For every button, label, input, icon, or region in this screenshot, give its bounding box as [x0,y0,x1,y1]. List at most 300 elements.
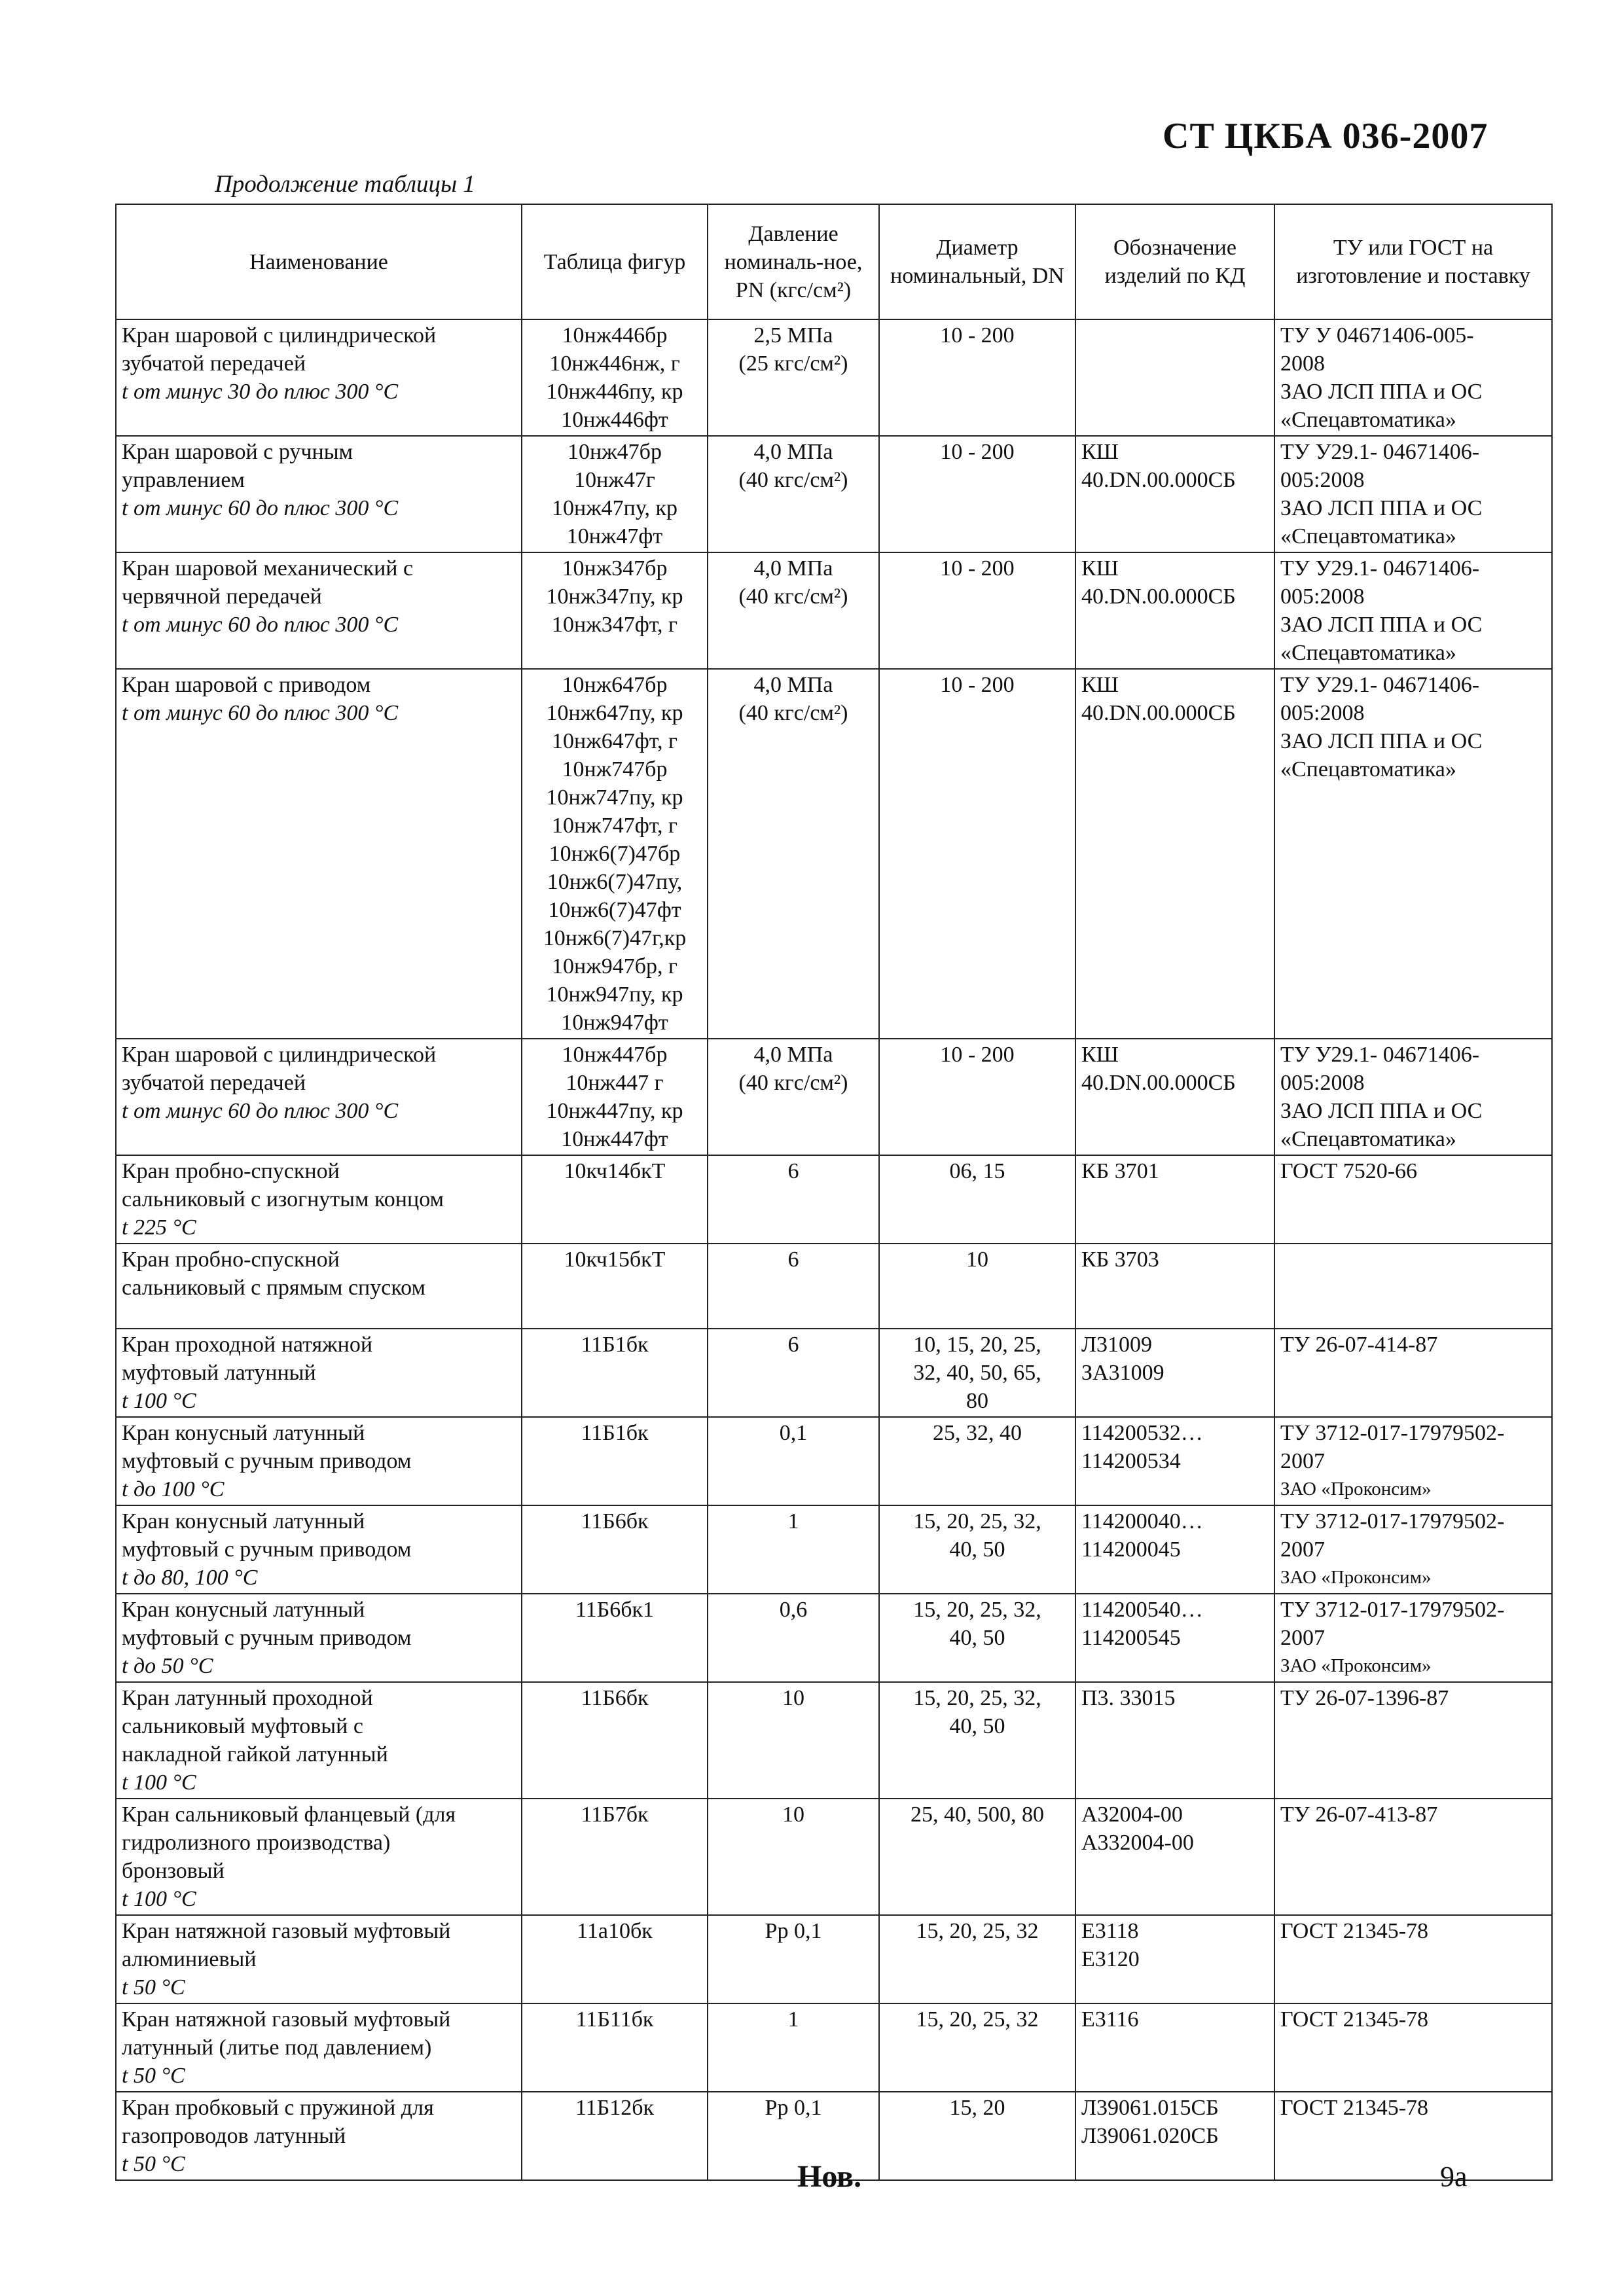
standard-line: ГОСТ 21345-78 [1280,1919,1429,1943]
kd-designation: 40.DN.00.000СБ [1081,468,1236,492]
figure-code: 10нж446нж, г [549,351,680,376]
cell-kd [1075,552,1274,669]
diameter-value: 10 - 200 [940,440,1015,464]
kd-designation: П3. 33015 [1081,1686,1176,1710]
figure-code: 11Б6бк [581,1686,649,1710]
diameter-value: 15, 20, 25, 32 [916,1919,1039,1943]
cell-kd [1075,436,1274,552]
cell-figures [522,1915,708,2003]
cell-figures [522,436,708,552]
kd-designation: КШ [1081,440,1119,464]
pressure-value: (40 кгс/см²) [738,1071,848,1095]
cell-kd [1075,1682,1274,1799]
standard-line: ТУ 26-07-413-87 [1280,1803,1438,1827]
diameter-value: 15, 20 [949,2096,1005,2120]
standard-line: ТУ 26-07-1396-87 [1280,1686,1449,1710]
figure-code: 11Б1бк [581,1421,649,1445]
table-row [116,319,1552,436]
valve-name-line: алюминиевый [122,1947,257,1971]
cell-name [116,1155,522,1244]
cell-pressure [708,552,879,669]
diameter-value: 15, 20, 25, 32 [916,2007,1039,2032]
standard-line: ГОСТ 7520-66 [1280,1159,1418,1183]
standard-line: 005:2008 [1280,584,1365,609]
kd-designation: КШ [1081,673,1119,697]
temperature-range: t от минус 60 до плюс 300 °С [122,613,399,637]
pressure-value: 1 [787,2007,799,2032]
diameter-value: 10 - 200 [940,556,1015,581]
valve-name-line: Кран латунный проходной [122,1686,373,1710]
cell-name [116,1244,522,1329]
table-row [116,1329,1552,1417]
cell-diameter [879,552,1075,669]
pressure-value: Рр 0,1 [765,1919,822,1943]
figure-code: 10нж347пу, кр [546,584,683,609]
kd-designation: 114200532… [1081,1421,1203,1445]
figure-code: 10нж447 г [566,1071,664,1095]
valve-name-line: Кран натяжной газовый муфтовый [122,2007,451,2032]
standard-line: ЗАО ЛСП ППА и ОС [1280,729,1483,753]
temperature-range: t от минус 60 до плюс 300 °С [122,496,399,520]
cell-name [116,1505,522,1594]
cell-figures [522,1594,708,1682]
cell-diameter [879,1039,1075,1155]
diameter-value: 80 [966,1389,988,1413]
kd-designation: КБ 3701 [1081,1159,1159,1183]
temperature-range: t от минус 30 до плюс 300 °С [122,380,399,404]
cell-diameter [879,1915,1075,2003]
cell-kd [1075,1417,1274,1505]
standard-line: ЗАО ЛСП ППА и ОС [1280,613,1483,637]
pressure-value: (40 кгс/см²) [738,468,848,492]
cell-kd [1075,1244,1274,1329]
standard-line: «Спецавтоматика» [1280,1127,1456,1151]
table-row [116,1039,1552,1155]
standard-line: ТУ 3712-017-17979502- [1280,1598,1505,1622]
diameter-value: 10 - 200 [940,673,1015,697]
cell-pressure [708,1799,879,1915]
revision-mark: Нов. [797,2159,862,2194]
kd-designation: Е3118 [1081,1919,1139,1943]
cell-name [116,436,522,552]
diameter-value: 25, 32, 40 [933,1421,1022,1445]
document-code: СТ ЦКБА 036-2007 [1163,116,1489,156]
standard-line: ЗАО ЛСП ППА и ОС [1280,380,1483,404]
pressure-value: (40 кгс/см²) [738,584,848,609]
pressure-value: 4,0 МПа [753,556,833,581]
figure-code: 10нж47пу, кр [552,496,677,520]
cell-diameter [879,319,1075,436]
cell-pressure [708,436,879,552]
standard-line: 2007 [1280,1626,1325,1650]
standard-line: 005:2008 [1280,468,1365,492]
temperature-range: t 225 °С [122,1215,196,1240]
table-row [116,669,1552,1039]
valve-name-line: зубчатой передачей [122,1071,306,1095]
cell-kd [1075,1155,1274,1244]
cell-standard [1274,1039,1552,1155]
cell-name [116,1682,522,1799]
cell-name [116,1799,522,1915]
temperature-range: t от минус 60 до плюс 300 °С [122,701,399,725]
valves-table [115,204,1553,2181]
valve-name-line: муфтовый с ручным приводом [122,1449,412,1473]
table-body [116,319,1552,2180]
figure-code: 10нж47г [574,468,655,492]
cell-diameter [879,1329,1075,1417]
standard-line: ГОСТ 21345-78 [1280,2007,1429,2032]
pressure-value: 2,5 МПа [753,323,833,348]
pressure-value: Рр 0,1 [765,2096,822,2120]
figure-code: 10нж347бр [562,556,668,581]
table-row [116,1155,1552,1244]
cell-standard [1274,1594,1552,1682]
cell-name [116,669,522,1039]
header-standard: ТУ или ГОСТ на изготовление и поставку [1274,204,1552,319]
kd-designation: ЗА31009 [1081,1361,1164,1385]
cell-kd [1075,1799,1274,1915]
cell-figures [522,1799,708,1915]
kd-designation: 114200540… [1081,1598,1203,1622]
diameter-value: 40, 50 [949,1714,1005,1738]
figure-code: 10кч14бкТ [564,1159,666,1183]
standard-line: «Спецавтоматика» [1280,524,1456,548]
diameter-value: 40, 50 [949,1626,1005,1650]
kd-designation: 114200040… [1081,1509,1203,1534]
manufacturer-line: ЗАО «Проконсим» [1280,1479,1432,1499]
cell-standard [1274,1682,1552,1799]
standard-line: 2007 [1280,1537,1325,1562]
cell-figures [522,2092,708,2180]
figure-code: 10нж446бр [562,323,668,348]
cell-diameter [879,1417,1075,1505]
standard-line: ТУ 3712-017-17979502- [1280,1509,1505,1534]
kd-designation: А332004-00 [1081,1831,1194,1855]
pressure-value: 0,1 [779,1421,808,1445]
cell-figures [522,552,708,669]
standard-line: 2008 [1280,351,1325,376]
standard-line: ТУ 26-07-414-87 [1280,1333,1438,1357]
temperature-range: t 100 °С [122,1389,196,1413]
kd-designation: Л39061.015СБ [1081,2096,1219,2120]
valve-name-line: Кран шаровой с цилиндрической [122,323,437,348]
cell-pressure [708,1505,879,1594]
valve-name-line: Кран шаровой с приводом [122,673,371,697]
pressure-value: 10 [782,1803,804,1827]
kd-designation: 114200045 [1081,1537,1181,1562]
pressure-value: (25 кгс/см²) [738,351,848,376]
cell-kd [1075,1594,1274,1682]
cell-standard [1274,2092,1552,2180]
figure-code: 10нж747бр [562,757,668,781]
valve-name-line: муфтовый с ручным приводом [122,1537,412,1562]
kd-designation: КБ 3703 [1081,1247,1159,1272]
valve-name-line: Кран пробно-спускной [122,1159,340,1183]
table-row [116,1417,1552,1505]
valve-name-line: муфтовый с ручным приводом [122,1626,412,1650]
cell-name [116,1329,522,1417]
kd-designation: Л39061.020СБ [1081,2124,1219,2148]
cell-name [116,1039,522,1155]
cell-kd [1075,1505,1274,1594]
cell-figures [522,1417,708,1505]
standard-line: 005:2008 [1280,1071,1365,1095]
valve-name-line: бронзовый [122,1859,225,1883]
figure-code: 10нж6(7)47фт [548,898,681,922]
figure-code: 10нж447пу, кр [546,1099,683,1123]
cell-pressure [708,1244,879,1329]
pressure-value: 6 [787,1247,799,1272]
figure-code: 10нж947фт [561,1011,668,1035]
valve-name-line: Кран конусный латунный [122,1421,365,1445]
cell-figures [522,319,708,436]
figure-code: 11а10бк [577,1919,653,1943]
cell-pressure [708,1682,879,1799]
temperature-range: t 50 °С [122,1975,185,2000]
cell-name [116,552,522,669]
figure-code: 11Б6бк1 [575,1598,655,1622]
temperature-range: t 100 °С [122,1770,196,1795]
table-caption: Продолжение таблицы 1 [215,171,475,198]
cell-pressure [708,669,879,1039]
standard-line: ТУ У29.1- 04671406- [1280,440,1480,464]
kd-designation: Е3116 [1081,2007,1139,2032]
standard-line: ТУ У29.1- 04671406- [1280,673,1480,697]
cell-standard [1274,436,1552,552]
cell-diameter [879,2092,1075,2180]
cell-figures [522,1505,708,1594]
temperature-range: t 100 °С [122,1887,196,1911]
kd-designation: 114200534 [1081,1449,1181,1473]
diameter-value: 10 [966,1247,988,1272]
cell-pressure [708,2003,879,2092]
valve-name-line: накладной гайкой латунный [122,1742,388,1767]
table-row [116,1915,1552,2003]
temperature-range: t до 80, 100 °С [122,1566,258,1590]
standard-line: «Спецавтоматика» [1280,408,1456,432]
cell-figures [522,669,708,1039]
cell-diameter [879,1155,1075,1244]
cell-pressure [708,1915,879,2003]
cell-figures [522,1155,708,1244]
header-kd: Обозначение изделий по КД [1075,204,1274,319]
diameter-value: 25, 40, 500, 80 [911,1803,1044,1827]
cell-diameter [879,669,1075,1039]
kd-designation: А32004-00 [1081,1803,1183,1827]
kd-designation: 114200545 [1081,1626,1181,1650]
valve-name-line: гидролизного производства) [122,1831,391,1855]
cell-diameter [879,2003,1075,2092]
figure-code: 10нж947бр, г [552,954,677,978]
valve-name-line: управлением [122,468,245,492]
kd-designation: Л31009 [1081,1333,1153,1357]
valve-name-line: Кран конусный латунный [122,1598,365,1622]
header-diameter: Диаметр номинальный, DN [879,204,1075,319]
pressure-value: 4,0 МПа [753,1043,833,1067]
figure-code: 10нж647фт, г [552,729,677,753]
cell-figures [522,1039,708,1155]
pressure-value: 6 [787,1159,799,1183]
standard-line: ЗАО ЛСП ППА и ОС [1280,1099,1483,1123]
standard-line: «Спецавтоматика» [1280,641,1456,665]
standard-line: 005:2008 [1280,701,1365,725]
cell-figures [522,1682,708,1799]
figure-code: 10нж747пу, кр [546,785,683,810]
cell-kd [1075,1329,1274,1417]
table-row [116,1682,1552,1799]
figure-code: 10нж447бр [562,1043,668,1067]
cell-diameter [879,436,1075,552]
cell-name [116,319,522,436]
standard-line: ЗАО ЛСП ППА и ОС [1280,496,1483,520]
temperature-range: t от минус 60 до плюс 300 °С [122,1099,399,1123]
diameter-value: 10 - 200 [940,1043,1015,1067]
cell-standard [1274,669,1552,1039]
pressure-value: (40 кгс/см²) [738,701,848,725]
temperature-range: t 50 °С [122,2152,185,2176]
valve-name-line: Кран пробковый с пружиной для [122,2096,434,2120]
diameter-value: 15, 20, 25, 32, [913,1686,1041,1710]
diameter-value: 06, 15 [949,1159,1005,1183]
kd-designation: 40.DN.00.000СБ [1081,584,1236,609]
figure-code: 10нж947пу, кр [546,982,683,1007]
temperature-range: t 50 °С [122,2064,185,2088]
standard-line: ТУ У 04671406-005- [1280,323,1474,348]
figure-code: 10нж647пу, кр [546,701,683,725]
figure-code: 10нж446пу, кр [546,380,683,404]
figure-code: 10нж446фт [561,408,668,432]
standard-line: ТУ 3712-017-17979502- [1280,1421,1505,1445]
cell-standard [1274,1915,1552,2003]
cell-standard [1274,1244,1552,1329]
figure-code: 10кч15бкТ [564,1247,666,1272]
temperature-range: t до 50 °С [122,1654,213,1678]
diameter-value: 40, 50 [949,1537,1005,1562]
cell-standard [1274,1417,1552,1505]
valve-name-line: Кран шаровой с ручным [122,440,353,464]
cell-standard [1274,1799,1552,1915]
table-header-row [116,204,1552,319]
table-row [116,1799,1552,1915]
manufacturer-line: ЗАО «Проконсим» [1280,1567,1432,1588]
valve-name-line: зубчатой передачей [122,351,306,376]
cell-pressure [708,1594,879,1682]
standard-line: ТУ У29.1- 04671406- [1280,556,1480,581]
figure-code: 11Б11бк [575,2007,654,2032]
cell-name [116,2003,522,2092]
header-pressure: Давление номиналь-ное, PN (кгс/см²) [708,204,879,319]
cell-figures [522,1329,708,1417]
figure-code: 10нж6(7)47г,кр [543,926,687,950]
valve-name-line: Кран конусный латунный [122,1509,365,1534]
header-figures: Таблица фигур [522,204,708,319]
table-row [116,552,1552,669]
diameter-value: 15, 20, 25, 32, [913,1509,1041,1534]
header-name: Наименование [116,204,522,319]
cell-standard [1274,2003,1552,2092]
pressure-value: 10 [782,1686,804,1710]
cell-standard [1274,552,1552,669]
page-number: 9а [1440,2161,1468,2193]
valve-name-line: Кран шаровой с цилиндрической [122,1043,437,1067]
valve-name-line: газопроводов латунный [122,2124,346,2148]
pressure-value: 6 [787,1333,799,1357]
figure-code: 11Б7бк [581,1803,649,1827]
figure-code: 10нж447фт [561,1127,668,1151]
valve-name-line: Кран шаровой механический с [122,556,414,581]
cell-pressure [708,319,879,436]
cell-pressure [708,1329,879,1417]
valve-name-line: червячной передачей [122,584,322,609]
kd-designation: КШ [1081,1043,1119,1067]
pressure-value: 4,0 МПа [753,673,833,697]
valve-name-line: Кран проходной натяжной [122,1333,373,1357]
diameter-value: 15, 20, 25, 32, [913,1598,1041,1622]
valve-name-line: Кран пробно-спускной [122,1247,340,1272]
figure-code: 11Б6бк [581,1509,649,1534]
cell-diameter [879,1505,1075,1594]
cell-figures [522,2003,708,2092]
cell-diameter [879,1594,1075,1682]
figure-code: 10нж647бр [562,673,668,697]
standard-line: «Спецавтоматика» [1280,757,1456,781]
cell-standard [1274,319,1552,436]
cell-pressure [708,1417,879,1505]
valve-name-line: Кран натяжной газовый муфтовый [122,1919,451,1943]
valve-name-line: сальниковый с изогнутым концом [122,1187,444,1211]
temperature-range: t до 100 °С [122,1477,225,1501]
diameter-value: 10 - 200 [940,323,1015,348]
standard-line: ТУ У29.1- 04671406- [1280,1043,1480,1067]
valve-name-line: сальниковый с прямым спуском [122,1276,425,1300]
cell-name [116,1594,522,1682]
kd-designation: 40.DN.00.000СБ [1081,1071,1236,1095]
cell-standard [1274,1329,1552,1417]
cell-kd [1075,2092,1274,2180]
valve-name-line: сальниковый муфтовый с [122,1714,363,1738]
pressure-value: 1 [787,1509,799,1534]
cell-kd [1075,1915,1274,2003]
cell-name [116,2092,522,2180]
pressure-value: 0,6 [779,1598,808,1622]
cell-kd [1075,319,1274,436]
cell-diameter [879,1799,1075,1915]
table-row [116,1594,1552,1682]
kd-designation: КШ [1081,556,1119,581]
manufacturer-line: ЗАО «Проконсим» [1280,1655,1432,1676]
kd-designation: Е3120 [1081,1947,1140,1971]
figure-code: 10нж6(7)47бр [549,842,681,866]
valve-name-line: латунный (литье под давлением) [122,2036,432,2060]
kd-designation: 40.DN.00.000СБ [1081,701,1236,725]
cell-name [116,1417,522,1505]
valve-name-line: муфтовый латунный [122,1361,316,1385]
valve-name-line: Кран сальниковый фланцевый (для [122,1803,456,1827]
cell-diameter [879,1682,1075,1799]
cell-standard [1274,1505,1552,1594]
figure-code: 10нж347фт, г [552,613,677,637]
table-row [116,1505,1552,1594]
cell-diameter [879,1244,1075,1329]
cell-name [116,1915,522,2003]
standard-line: 2007 [1280,1449,1325,1473]
figure-code: 10нж47фт [566,524,663,548]
cell-kd [1075,1039,1274,1155]
figure-code: 11Б12бк [575,2096,655,2120]
diameter-value: 10, 15, 20, 25, [913,1333,1041,1357]
figure-code: 11Б1бк [581,1333,649,1357]
cell-pressure [708,1155,879,1244]
